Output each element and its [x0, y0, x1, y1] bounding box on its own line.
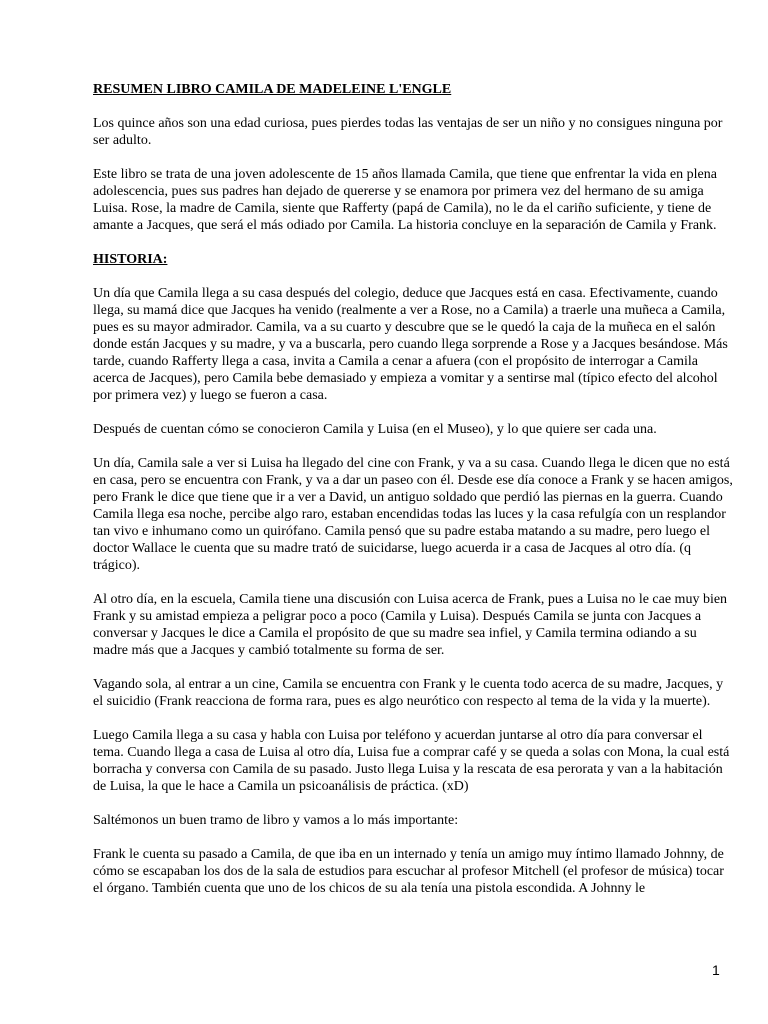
page-number: 1	[712, 962, 720, 978]
story-paragraph-5: Vagando sola, al entrar a un cine, Camila se encuentra con Frank y le cuenta todo acerca de su madre, Jacques, y el suicidio (Frank reacciona de forma rara, pues es algo neurótico con respecto al tema de la vida y la muerte).	[93, 677, 724, 709]
intro-paragraph-2: Este libro se trata de una joven adolescente de 15 años llamada Camila, que tiene que enfrentar la vida en plena adolescencia, pues sus padres han dejado de quererse y se enamora por primera vez del hermano de su amiga Luisa. Rose, la madre de Camila, siente que Rafferty (papá de Camila), no le da el cariño suficiente, y tiene de amante a Jacques, que será el más odiado por Camila. La historia concluye en la separación de Camila y Frank.	[93, 167, 717, 233]
story-paragraph-6: Luego Camila llega a su casa y habla con Luisa por teléfono y acuerdan juntarse al otro día para conversar el tema. Cuando llega a casa de Luisa al otro día, Luisa fue a comprar café y se queda a solas con Mona, la cual está borracha y conversa con Camila de su pasado. Justo llega Luisa y la rescata de esa perorata y van a la habitación de Luisa, la que le hace a Camila un psicoanálisis de práctica. (xD)	[93, 728, 730, 794]
story-paragraph-8: Frank le cuenta su pasado a Camila, de que iba en un internado y tenía un amigo muy íntimo llamado Johnny, de cómo se escapaban los dos de la sala de estudios para escuchar al profesor Mitchell (el profesor de música) tocar el órgano. También cuenta que uno de los chicos de su ala tenía una pistola escondida. A Johnny le	[93, 847, 724, 896]
document-title: RESUMEN LIBRO CAMILA DE MADELEINE L'ENGLE	[93, 82, 452, 97]
intro-paragraph-1: Los quince años son una edad curiosa, pues pierdes todas las ventajas de ser un niño y no consigues ninguna por ser adulto.	[93, 116, 723, 148]
section-heading-historia: HISTORIA:	[93, 252, 168, 267]
story-paragraph-2: Después de cuentan cómo se conocieron Camila y Luisa (en el Museo), y lo que quiere ser cada una.	[93, 422, 657, 437]
story-paragraph-7: Saltémonos un buen tramo de libro y vamos a lo más importante:	[93, 813, 459, 828]
story-paragraph-3: Un día, Camila sale a ver si Luisa ha llegado del cine con Frank, y va a su casa. Cuando llega le dicen que no está en casa, pero se encuentra con Frank, y va a dar un paseo con él. Desde ese día conoce a Frank y se hacen amigos, pero Frank le dice que tiene que ir a ver a David, un antiguo soldado que perdió las piernas en la guerra. Cuando Camila llega esa noche, percibe algo raro, estaban encendidas todas las luces y la casa refulgía con un resplandor tan vivo e inhumano como un quirófano. Camila pensó que su padre estaba matando a su madre, pero luego el doctor Wallace le cuenta que su madre trató de suicidarse, luego acuerda ir a casa de Jacques al otro día. (q trágico).	[93, 456, 733, 573]
document-body	[93, 81, 733, 914]
story-paragraph-1: Un día que Camila llega a su casa después del colegio, deduce que Jacques está en casa. Efectivamente, cuando llega, su mamá dice que Jacques ha venido (realmente a ver a Rose, no a Camila) a traerle una muñeca a Camila, pues es su mayor admirador. Camila, va a su cuarto y descubre que se le quedó la caja de la muñeca en el salón donde están Jacques y su madre, y va a buscarla, pero cuando llega sorprende a Rose y a Jacques besándose. Más tarde, cuando Rafferty llega a casa, invita a Camila a cenar a afuera (con el propósito de interrogar a Camila acerca de Jacques), pero Camila bebe demasiado y empieza a vomitar y a sentirse mal (típico efecto del alcohol por primera vez) y luego se fueron a casa.	[93, 286, 728, 403]
story-paragraph-4: Al otro día, en la escuela, Camila tiene una discusión con Luisa acerca de Frank, pues a Luisa no le cae muy bien Frank y su amistad empieza a peligrar poco a poco (Camila y Luisa). Después Camila se junta con Jacques a conversar y Jacques le dice a Camila el propósito de que su madre sea infiel, y Camila termina odiando a su madre más que a Jacques y cambió totalmente su forma de ser.	[93, 592, 728, 658]
